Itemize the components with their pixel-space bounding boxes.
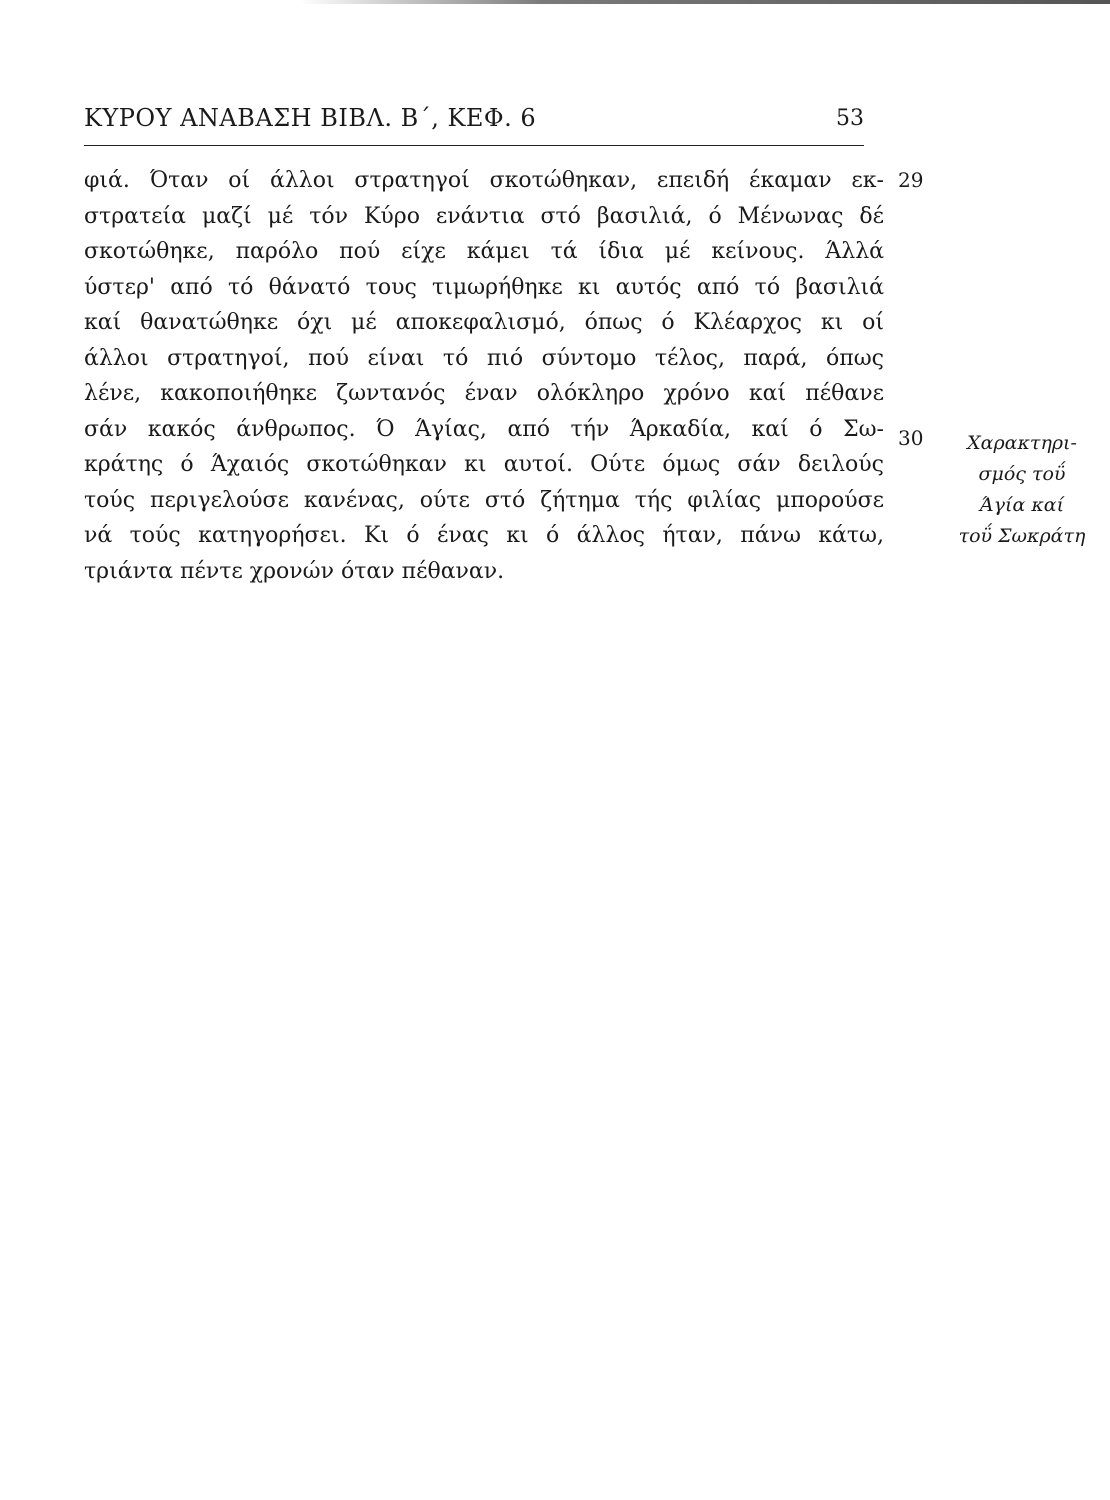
text-line: άλλοι στρατηγοί, πού είναι τό πιό σύντομο τέλος, παρά, όπως xyxy=(84,345,884,371)
text-line: ύστερ' από τό θάνατό τους τιμωρήθηκε κι αυτός από τό βασιλιά xyxy=(84,274,884,300)
main-text xyxy=(84,163,884,589)
scan-edge xyxy=(300,0,1110,4)
margin-note-line: Άγία καί xyxy=(979,494,1065,516)
line-number-30: 30 xyxy=(898,426,924,450)
running-header xyxy=(84,104,864,138)
text-line: λένε, κακοποιήθηκε ζωντανός έναν ολόκληρο χρόνο καί πέθανε xyxy=(84,381,884,406)
text-line: τριάντα πέντε χρονών όταν πέθαναν. xyxy=(84,558,505,584)
header-rule xyxy=(84,145,864,146)
margin-note-line: τοΰ Σωκράτη xyxy=(958,525,1086,547)
margin-note xyxy=(942,428,1102,552)
text-line: σάν κακός άνθρωπος. Ό Άγίας, από τήν Άρκαδία, καί ό Σω- xyxy=(84,416,884,442)
text-line: φιά. Όταν οί άλλοι στρατηγοί σκοτώθηκαν, επειδή έκαμαν εκ- xyxy=(84,168,884,193)
text-line: καί θανατώθηκε όχι μέ αποκεφαλισμό, όπως ό Κλέαρχος κι οί xyxy=(84,310,884,335)
text-line: κράτης ό Άχαιός σκοτώθηκαν κι αυτοί. Ούτε όμως σάν δειλούς xyxy=(84,452,884,477)
running-header-title: ΚΥΡΟΥ ΑΝΑΒΑΣΗ ΒΙΒΛ. Β΄, ΚΕΦ. 6 xyxy=(84,104,537,132)
line-number-29: 29 xyxy=(898,168,924,192)
margin-note-line: σμός τοΰ xyxy=(978,463,1066,485)
text-line: τούς περιγελούσε κανένας, ούτε στό ζήτημα τής φιλίας μπορούσε xyxy=(84,487,884,513)
text-line: νά τούς κατηγορήσει. Κι ό ένας κι ό άλλος ήταν, πάνω κάτω, xyxy=(84,523,884,548)
text-line: σκοτώθηκε, παρόλο πού είχε κάμει τά ίδια μέ κείνους. Άλλά xyxy=(84,239,884,264)
margin-note-line: Χαρακτηρι- xyxy=(967,432,1077,454)
text-line: στρατεία μαζί μέ τόν Κύρο ενάντια στό βασιλιά, ό Μένωνας δέ xyxy=(84,203,884,229)
page-number: 53 xyxy=(836,106,864,131)
